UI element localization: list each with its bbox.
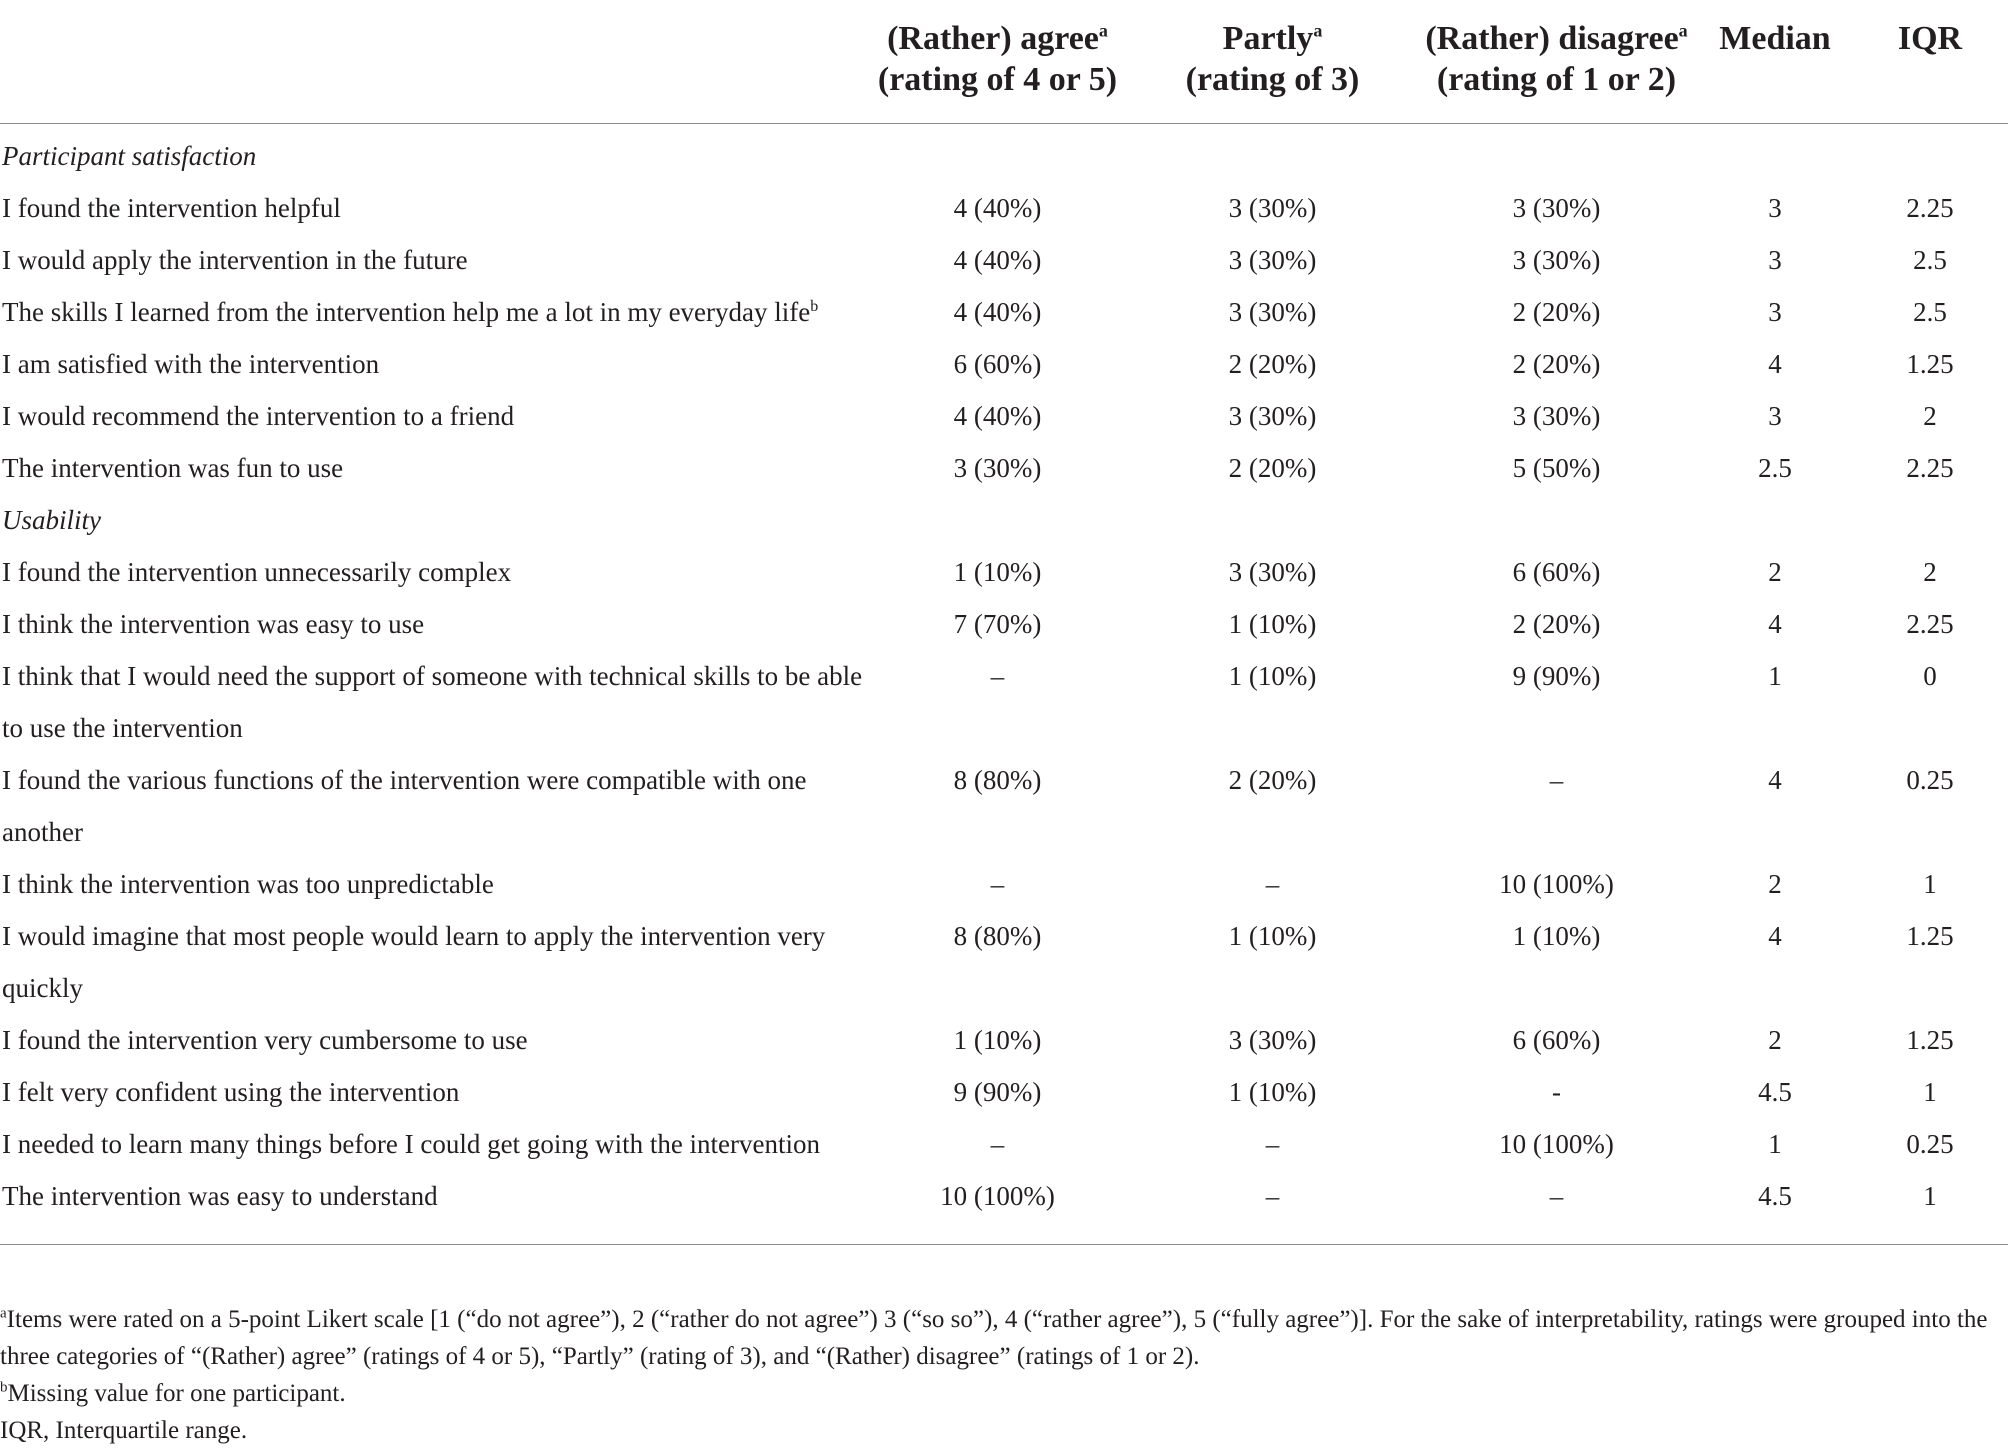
iqr-cell: 2.5 — [1913, 245, 1947, 275]
item-cell — [0, 910, 865, 1014]
disagree-cell: 3 (30%) — [1512, 245, 1601, 275]
table-body — [0, 124, 2008, 1245]
header-sublabel: (rating of 1 or 2) — [1436, 61, 1677, 98]
median-cell: 3 — [1768, 245, 1782, 275]
partly-cell: 3 (30%) — [1228, 557, 1317, 587]
item-cell — [0, 1170, 865, 1245]
item-text: The skills I learned from the intervention help me a lot in my everyday life — [2, 297, 811, 327]
median-cell: 1 — [1768, 1129, 1782, 1159]
partly-cell: 3 (30%) — [1228, 297, 1317, 327]
footnotes — [0, 1301, 2000, 1449]
disagree-cell: 3 (30%) — [1512, 193, 1601, 223]
item-cell — [0, 1014, 865, 1066]
item-text: I found the intervention unnecessarily complex — [2, 557, 512, 587]
item-text: I am satisfied with the intervention — [2, 349, 380, 379]
agree-cell: 4 (40%) — [953, 245, 1042, 275]
table-row — [0, 338, 2008, 390]
header-agree — [865, 0, 1130, 124]
agree-cell: 1 (10%) — [953, 1025, 1042, 1055]
table-row — [0, 182, 2008, 234]
agree-cell: 4 (40%) — [953, 193, 1042, 223]
item-text: I would apply the intervention in the future — [2, 245, 468, 275]
header-label: Partly — [1222, 20, 1314, 57]
agree-cell: 7 (70%) — [953, 609, 1042, 639]
header-median — [1698, 0, 1852, 124]
disagree-cell: 5 (50%) — [1512, 453, 1601, 483]
table-row — [0, 390, 2008, 442]
table-header — [0, 0, 2008, 124]
agree-cell: 3 (30%) — [953, 453, 1042, 483]
item-text: The intervention was fun to use — [2, 453, 344, 483]
item-text: I would imagine that most people would learn to apply the intervention very quickly — [2, 921, 826, 1003]
item-cell — [0, 598, 865, 650]
disagree-cell: 1 (10%) — [1512, 921, 1601, 951]
item-text: I found the various functions of the intervention were compatible with one another — [2, 765, 807, 847]
item-cell — [0, 234, 865, 286]
disagree-cell: 6 (60%) — [1512, 1025, 1601, 1055]
header-label: (Rather) disagree — [1425, 20, 1679, 57]
partly-cell: 1 (10%) — [1228, 609, 1317, 639]
median-cell: 3 — [1768, 297, 1782, 327]
table-row — [0, 442, 2008, 494]
table-row — [0, 598, 2008, 650]
iqr-cell: 0 — [1923, 661, 1937, 691]
item-cell — [0, 390, 865, 442]
table-row — [0, 286, 2008, 338]
section-row — [0, 124, 2008, 183]
partly-cell: 3 (30%) — [1228, 401, 1317, 431]
agree-cell: 9 (90%) — [953, 1077, 1042, 1107]
iqr-cell: 1.25 — [1906, 349, 1954, 379]
partly-cell: 2 (20%) — [1228, 349, 1317, 379]
header-label: Median — [1719, 20, 1831, 57]
table-row — [0, 234, 2008, 286]
median-cell: 2 — [1768, 869, 1782, 899]
item-text: The intervention was easy to understand — [2, 1181, 438, 1211]
header-item — [0, 0, 865, 124]
median-cell: 2.5 — [1758, 453, 1792, 483]
disagree-cell: 3 (30%) — [1512, 401, 1601, 431]
partly-cell: – — [1265, 1129, 1280, 1159]
agree-cell: 4 (40%) — [953, 297, 1042, 327]
iqr-cell: 1 — [1923, 869, 1937, 899]
footnote-marker: b — [0, 1379, 8, 1396]
iqr-cell: 1.25 — [1906, 921, 1954, 951]
footnote — [0, 1375, 2000, 1412]
table-row — [0, 1170, 2008, 1245]
agree-cell: 1 (10%) — [953, 557, 1042, 587]
table-row — [0, 858, 2008, 910]
partly-cell: 2 (20%) — [1228, 765, 1317, 795]
disagree-cell: 2 (20%) — [1512, 609, 1601, 639]
footnote-marker: a — [0, 1305, 7, 1322]
header-row — [0, 0, 2008, 124]
item-text: I felt very confident using the intervention — [2, 1077, 460, 1107]
disagree-cell: 6 (60%) — [1512, 557, 1601, 587]
table-row — [0, 1014, 2008, 1066]
iqr-cell: 2.25 — [1906, 453, 1954, 483]
partly-cell: 3 (30%) — [1228, 193, 1317, 223]
partly-cell: 2 (20%) — [1228, 453, 1317, 483]
table-row — [0, 1118, 2008, 1170]
median-cell: 2 — [1768, 557, 1782, 587]
median-cell: 4.5 — [1698, 1170, 1852, 1245]
iqr-cell: 1 — [1923, 1077, 1937, 1107]
iqr-cell: 2 — [1923, 557, 1937, 587]
footnote-text: Missing value for one participant. — [7, 1380, 346, 1407]
iqr-cell: 1 — [1852, 1170, 2008, 1245]
header-label: IQR — [1897, 20, 1963, 57]
disagree-cell: 10 (100%) — [1499, 1129, 1614, 1159]
partly-cell: 3 (30%) — [1228, 1025, 1317, 1055]
header-disagree — [1415, 0, 1698, 124]
header-label: (Rather) agree — [887, 20, 1099, 57]
agree-cell: 8 (80%) — [953, 765, 1042, 795]
item-cell — [0, 858, 865, 910]
partly-cell: – — [1265, 869, 1280, 899]
table-row — [0, 650, 2008, 754]
iqr-cell: 2 — [1923, 401, 1937, 431]
header-sublabel: (rating of 3) — [1185, 61, 1360, 98]
section-title: Usability — [2, 505, 101, 535]
iqr-cell: 2.25 — [1906, 609, 1954, 639]
item-cell — [0, 442, 865, 494]
section-title: Participant satisfaction — [2, 141, 257, 171]
footnote-marker: a — [1098, 20, 1108, 41]
median-cell: 3 — [1768, 193, 1782, 223]
footnote-marker: b — [810, 298, 819, 315]
agree-cell: 6 (60%) — [953, 349, 1042, 379]
iqr-cell: 2.5 — [1913, 297, 1947, 327]
item-cell — [0, 1066, 865, 1118]
disagree-cell: 10 (100%) — [1499, 869, 1614, 899]
section-row — [0, 494, 2008, 546]
item-cell — [0, 338, 865, 390]
footnote-marker: a — [1313, 20, 1323, 41]
item-text: I found the intervention helpful — [2, 193, 341, 223]
agree-cell: 8 (80%) — [953, 921, 1042, 951]
partly-cell: 1 (10%) — [1228, 921, 1317, 951]
item-cell — [0, 650, 865, 754]
item-text: I found the intervention very cumbersome to use — [2, 1025, 528, 1055]
median-cell: 2 — [1768, 1025, 1782, 1055]
median-cell: 4 — [1768, 921, 1782, 951]
item-text: I would recommend the intervention to a friend — [2, 401, 515, 431]
disagree-cell: - — [1552, 1077, 1561, 1107]
header-iqr — [1852, 0, 2008, 124]
item-text: I think that I would need the support of someone with technical skills to be able to use the intervention — [2, 661, 863, 743]
item-cell — [0, 546, 865, 598]
partly-cell: 1 (10%) — [1228, 661, 1317, 691]
partly-cell: – — [1130, 1170, 1415, 1245]
partly-cell: 1 (10%) — [1228, 1077, 1317, 1107]
median-cell: 1 — [1768, 661, 1782, 691]
footnote — [0, 1301, 2000, 1375]
item-text: I think the intervention was too unpredictable — [2, 869, 494, 899]
item-cell — [0, 182, 865, 234]
header-partly — [1130, 0, 1415, 124]
disagree-cell: 9 (90%) — [1512, 661, 1601, 691]
footnote-text: Items were rated on a 5-point Likert scale [1 (“do not agree”), 2 (“rather do not agree”) 3 (“so so”), 4 (“rather agree”), 5 (“fully agree”)]. For the sake of interpretability, ratings were grouped into the three categories of “(Rather) agree” (ratings of 4 or 5), “Partly” (rating of 3), and “(Rather) disagree” (ratings of 1 or 2). — [0, 1306, 1988, 1370]
item-cell — [0, 1118, 865, 1170]
iqr-cell: 1.25 — [1906, 1025, 1954, 1055]
agree-cell: – — [990, 869, 1005, 899]
item-text: I needed to learn many things before I could get going with the intervention — [2, 1129, 821, 1159]
iqr-cell: 0.25 — [1906, 765, 1954, 795]
partly-cell: 3 (30%) — [1228, 245, 1317, 275]
iqr-cell: 0.25 — [1906, 1129, 1954, 1159]
footnote — [0, 1412, 2000, 1449]
footnote-marker: a — [1678, 20, 1688, 41]
header-sublabel: (rating of 4 or 5) — [877, 61, 1118, 98]
median-cell: 4.5 — [1758, 1077, 1792, 1107]
median-cell: 3 — [1768, 401, 1782, 431]
median-cell: 4 — [1768, 349, 1782, 379]
table-row — [0, 754, 2008, 858]
agree-cell: – — [990, 661, 1005, 691]
disagree-cell: – — [1549, 765, 1564, 795]
agree-cell: – — [990, 1129, 1005, 1159]
agree-cell: 4 (40%) — [953, 401, 1042, 431]
disagree-cell: 2 (20%) — [1512, 349, 1601, 379]
agree-cell: 10 (100%) — [865, 1170, 1130, 1245]
table-row — [0, 1066, 2008, 1118]
table-row — [0, 546, 2008, 598]
table-row — [0, 910, 2008, 1014]
item-text: I think the intervention was easy to use — [2, 609, 425, 639]
disagree-cell: 2 (20%) — [1512, 297, 1601, 327]
item-cell — [0, 286, 865, 338]
footnote-text: IQR, Interquartile range. — [0, 1417, 248, 1444]
median-cell: 4 — [1768, 765, 1782, 795]
median-cell: 4 — [1768, 609, 1782, 639]
disagree-cell: – — [1415, 1170, 1698, 1245]
iqr-cell: 2.25 — [1906, 193, 1954, 223]
item-cell — [0, 754, 865, 858]
